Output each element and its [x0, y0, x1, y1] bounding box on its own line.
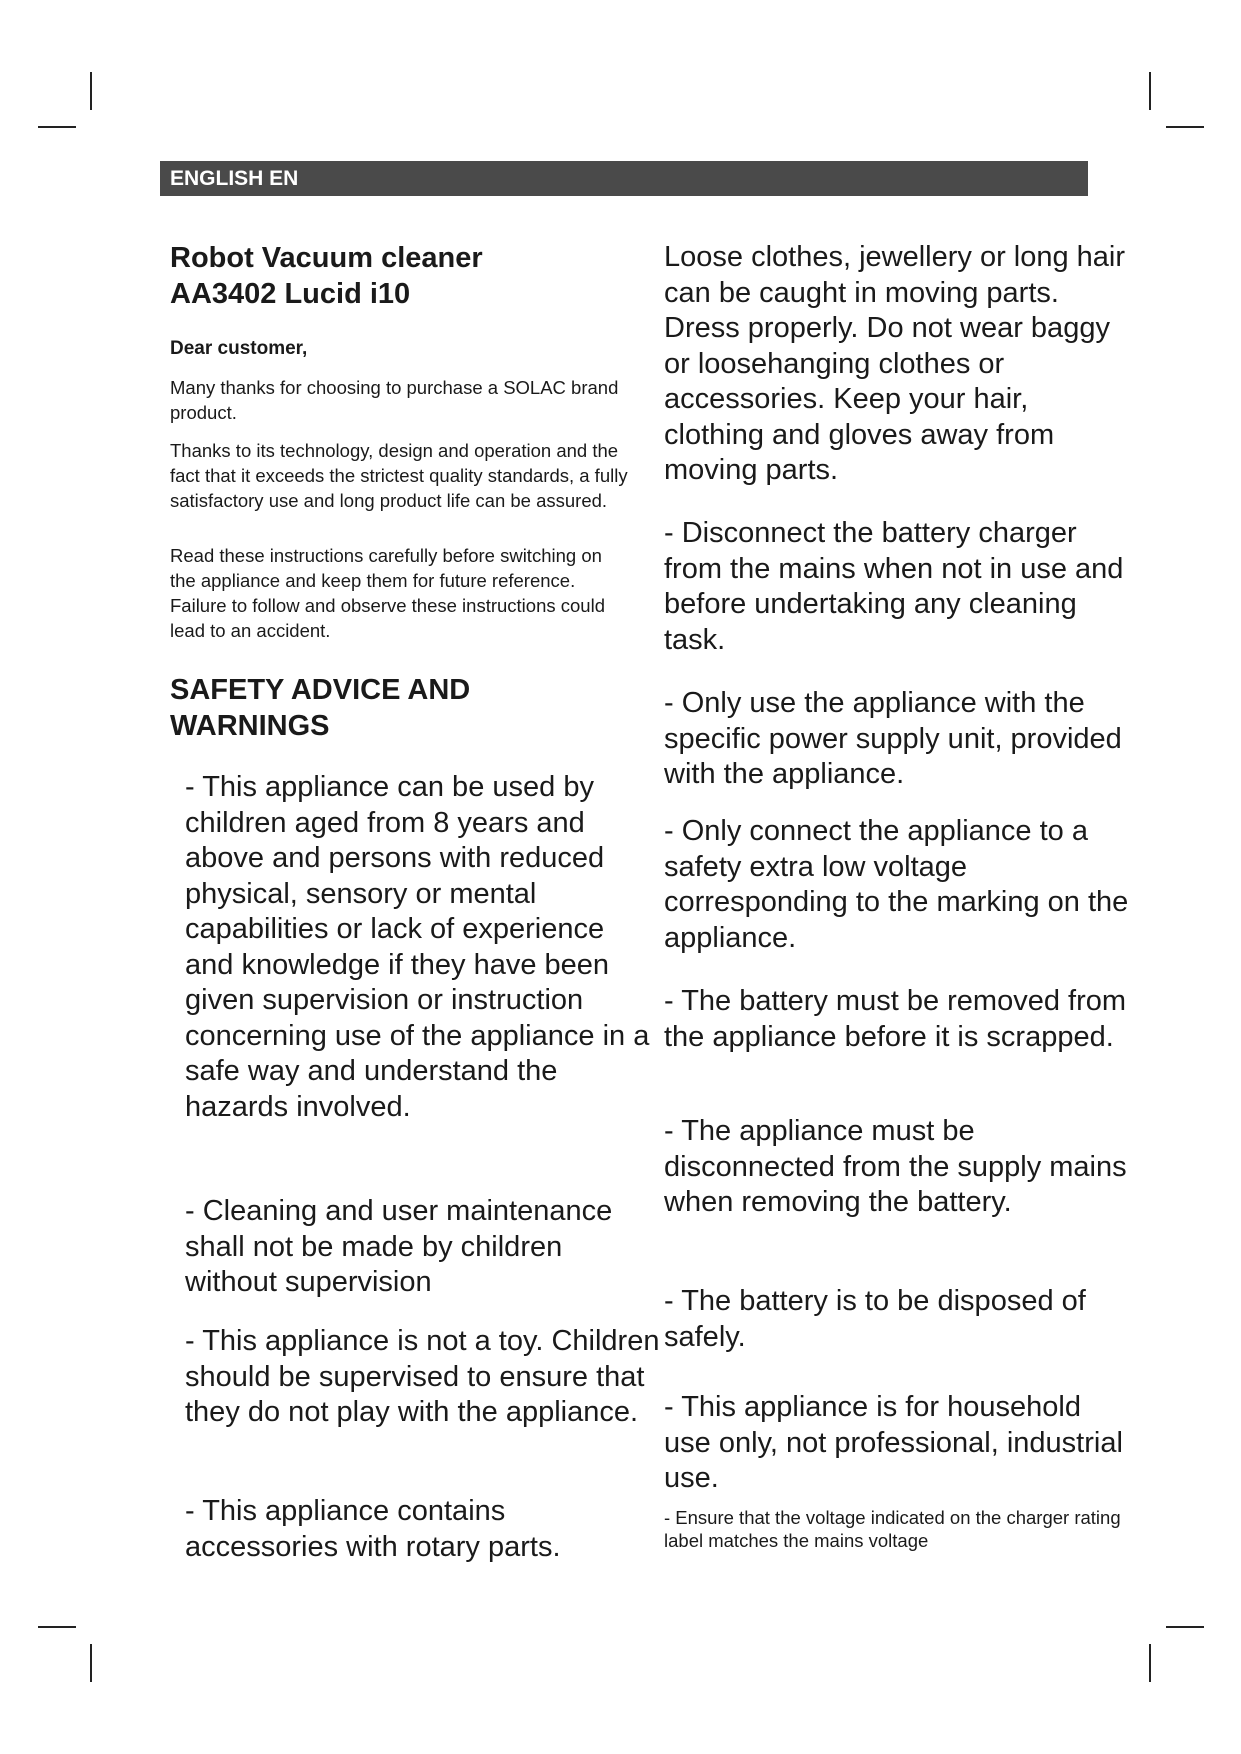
crop-mark-bottom-right-horizontal — [1166, 1626, 1204, 1628]
warning-item: - The appliance must be disconnected from the supply mains when removing the battery. — [664, 1115, 1127, 1218]
warning-item: - Cleaning and user maintenance shall not be made by children without supervision — [185, 1195, 613, 1298]
warning-item: - The battery must be removed from the appliance before it is scrapped. — [664, 985, 1127, 1053]
crop-mark-top-right-vertical — [1149, 72, 1151, 110]
warning-item: - This appliance can be used by children aged from 8 years and above and persons with reduced physical, sensory or mental capabilities or lack of experience and knowledge if they have been given supervision or instruction concerning use of the appliance in a safe way and understand the hazards involved. — [185, 771, 650, 1123]
warning-item: - Only connect the appliance to a safety extra low voltage corresponding to the marking on the appliance. — [664, 815, 1129, 954]
intro-paragraph: Thanks to its technology, design and operation and the fact that it exceeds the strictest quality standards, a fully satisfactory use and long product life can be assured. — [170, 440, 628, 511]
warning-item: Loose clothes, jewellery or long hair can be caught in moving parts. Dress properly. Do not wear baggy or loosehanging clothes or accessories. Keep your hair, clothing and gloves away from moving parts. — [664, 241, 1126, 486]
intro-paragraph: Read these instructions carefully before switching on the appliance and keep them for future reference. Failure to follow and observe these instructions could lead to an accident. — [170, 545, 605, 641]
product-title — [170, 240, 650, 312]
warning-item: - This appliance is not a toy. Children should be supervised to ensure that they do not play with the appliance. — [185, 1325, 660, 1428]
product-title-line1: Robot Vacuum cleaner — [170, 242, 483, 274]
crop-mark-bottom-left-horizontal — [38, 1626, 76, 1628]
left-column — [170, 240, 660, 1563]
crop-mark-top-right-horizontal — [1166, 126, 1204, 128]
greeting: Dear customer, — [170, 338, 308, 359]
product-title-line2: AA3402 Lucid i10 — [170, 278, 411, 310]
warning-item: - This appliance contains accessories with rotary parts. — [185, 1495, 561, 1563]
warning-item: - Only use the appliance with the specific power supply unit, provided with the appliance. — [664, 687, 1122, 790]
language-header-bar: ENGLISH EN — [160, 161, 1088, 196]
crop-mark-top-left-horizontal — [38, 126, 76, 128]
crop-mark-top-left-vertical — [90, 72, 92, 110]
intro-paragraph: Many thanks for choosing to purchase a SOLAC brand product. — [170, 377, 619, 423]
safety-section-heading: SAFETY ADVICE AND WARNINGS — [170, 674, 471, 742]
warning-item: - This appliance is for household use only, not professional, industrial use. — [664, 1391, 1123, 1494]
crop-mark-bottom-right-vertical — [1149, 1644, 1151, 1682]
warning-item: - Disconnect the battery charger from the mains when not in use and before undertaking any cleaning task. — [664, 517, 1124, 656]
voltage-note: - Ensure that the voltage indicated on the charger rating label matches the mains voltage — [664, 1507, 1121, 1551]
crop-mark-bottom-left-vertical — [90, 1644, 92, 1682]
warning-item: - The battery is to be disposed of safely. — [664, 1285, 1086, 1353]
